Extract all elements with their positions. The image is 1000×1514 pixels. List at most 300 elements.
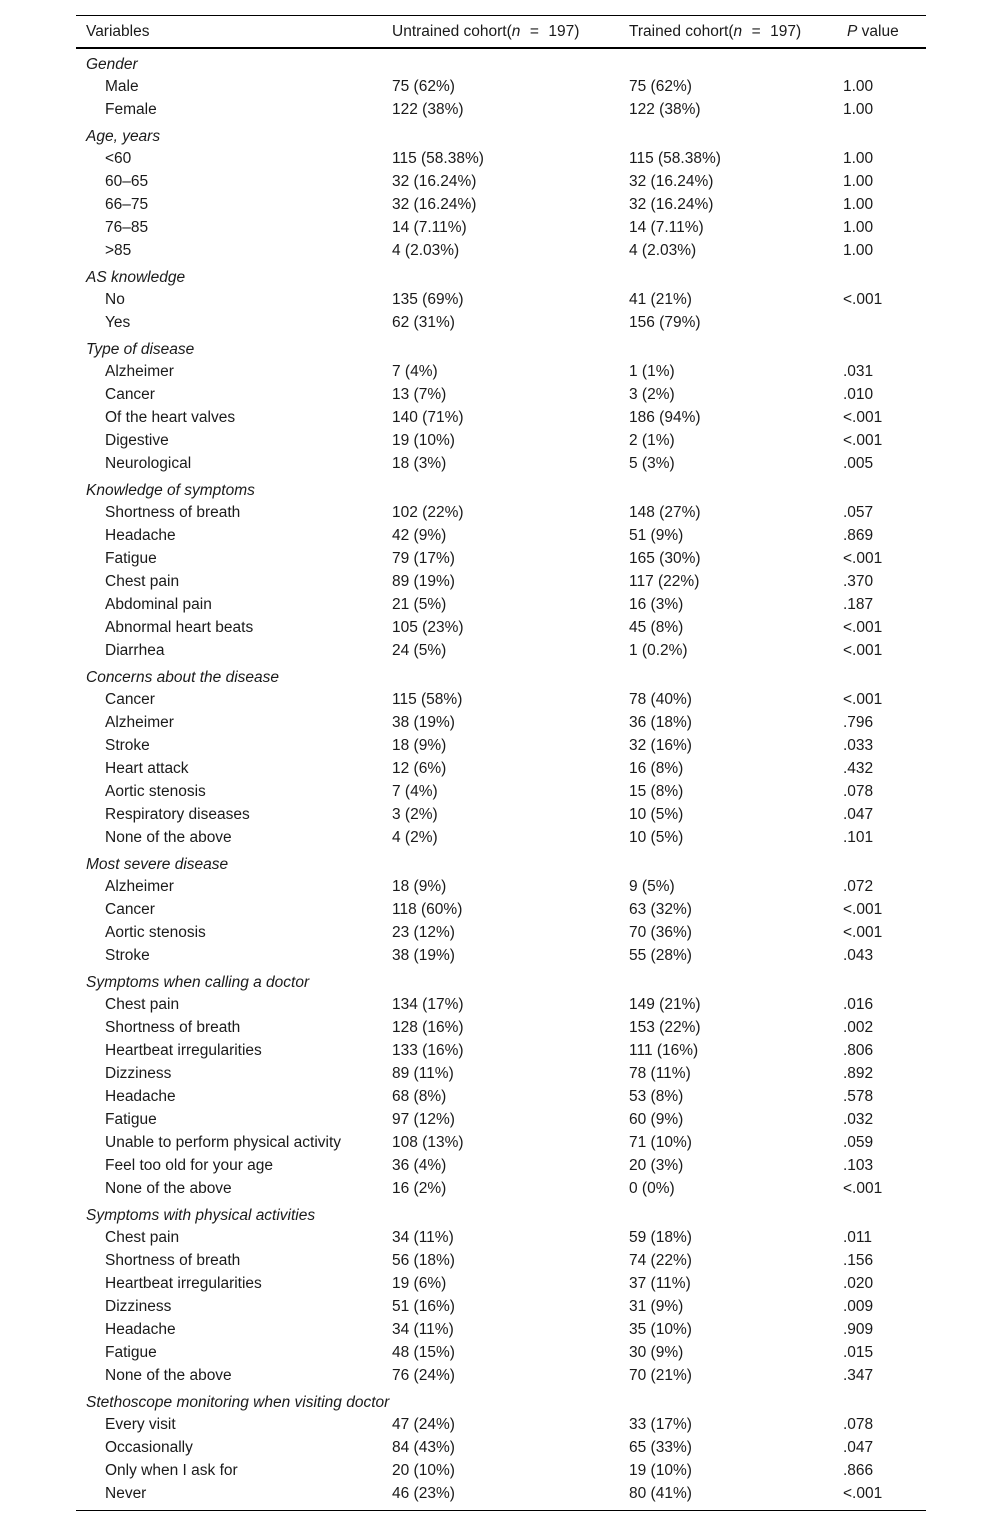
untrained-cell: 108 (13%) bbox=[392, 1133, 464, 1151]
row-label: Fatigue bbox=[105, 1343, 157, 1361]
trained-cell: 41 (21%) bbox=[629, 290, 692, 308]
row-label: Digestive bbox=[105, 431, 169, 449]
table-row bbox=[76, 570, 926, 593]
trained-cell: 65 (33%) bbox=[629, 1438, 692, 1456]
untrained-cell: 23 (12%) bbox=[392, 923, 455, 941]
p-value-cell: .047 bbox=[843, 1438, 874, 1456]
trained-cell: 45 (8%) bbox=[629, 618, 684, 636]
p-value-cell: .156 bbox=[843, 1251, 874, 1269]
row-label: Heartbeat irregularities bbox=[105, 1274, 262, 1292]
p-value-cell: <.001 bbox=[843, 290, 883, 308]
table-header bbox=[76, 16, 926, 49]
p-value-cell: .032 bbox=[843, 1110, 874, 1128]
row-label: 60–65 bbox=[105, 172, 149, 190]
header-untrained-n: n bbox=[511, 22, 521, 40]
row-label: Cancer bbox=[105, 690, 155, 708]
untrained-cell: 38 (19%) bbox=[392, 713, 455, 731]
section-title: Type of disease bbox=[86, 341, 195, 358]
untrained-cell: 24 (5%) bbox=[392, 641, 447, 659]
untrained-cell: 105 (23%) bbox=[392, 618, 464, 636]
section-header-row bbox=[76, 1387, 926, 1413]
untrained-cell: 89 (11%) bbox=[392, 1064, 454, 1082]
untrained-cell: 115 (58.38%) bbox=[392, 149, 484, 167]
row-label: Feel too old for your age bbox=[105, 1156, 274, 1174]
table-row bbox=[76, 170, 926, 193]
trained-cell: 1 (1%) bbox=[629, 362, 675, 380]
p-value-cell: .020 bbox=[843, 1274, 874, 1292]
row-label: Only when I ask for bbox=[105, 1461, 238, 1479]
section-header-row bbox=[76, 849, 926, 875]
row-label: Shortness of breath bbox=[105, 503, 241, 521]
row-label: <60 bbox=[105, 149, 132, 167]
section-title: Symptoms when calling a doctor bbox=[86, 974, 310, 991]
table-container bbox=[76, 0, 926, 1511]
table-row bbox=[76, 524, 926, 547]
trained-cell: 70 (21%) bbox=[629, 1366, 692, 1384]
untrained-cell: 135 (69%) bbox=[392, 290, 464, 308]
section-header-row bbox=[76, 662, 926, 688]
untrained-cell: 48 (15%) bbox=[392, 1343, 455, 1361]
untrained-cell: 18 (9%) bbox=[392, 736, 447, 754]
table-row bbox=[76, 429, 926, 452]
p-value-cell: .016 bbox=[843, 995, 874, 1013]
untrained-cell: 32 (16.24%) bbox=[392, 195, 477, 213]
table-row bbox=[76, 239, 926, 262]
untrained-cell: 68 (8%) bbox=[392, 1087, 447, 1105]
untrained-cell: 4 (2%) bbox=[392, 828, 438, 846]
untrained-cell: 12 (6%) bbox=[392, 759, 447, 777]
table-row bbox=[76, 1364, 926, 1387]
untrained-cell: 18 (9%) bbox=[392, 877, 447, 895]
untrained-cell: 4 (2.03%) bbox=[392, 241, 460, 259]
trained-cell: 117 (22%) bbox=[629, 572, 700, 590]
untrained-cell: 42 (9%) bbox=[392, 526, 447, 544]
untrained-cell: 140 (71%) bbox=[392, 408, 464, 426]
section-title: Gender bbox=[86, 56, 138, 73]
row-label: Abnormal heart beats bbox=[105, 618, 254, 636]
section-title: Stethoscope monitoring when visiting doctor bbox=[86, 1394, 390, 1411]
trained-cell: 80 (41%) bbox=[629, 1484, 692, 1502]
trained-cell: 59 (18%) bbox=[629, 1228, 692, 1246]
p-value-cell: .072 bbox=[843, 877, 874, 895]
table-row bbox=[76, 1016, 926, 1039]
header-p-suffix: value bbox=[857, 22, 899, 40]
p-value-cell: .059 bbox=[843, 1133, 874, 1151]
trained-cell: 35 (10%) bbox=[629, 1320, 692, 1338]
untrained-cell: 76 (24%) bbox=[392, 1366, 455, 1384]
header-untrained-prefix: Untrained cohort( bbox=[392, 22, 512, 40]
section-title: AS knowledge bbox=[86, 269, 186, 286]
p-value-cell: 1.00 bbox=[843, 149, 874, 167]
p-value-cell: .370 bbox=[843, 572, 874, 590]
untrained-cell: 34 (11%) bbox=[392, 1320, 454, 1338]
p-value-cell: .869 bbox=[843, 526, 874, 544]
section-header-row bbox=[76, 121, 926, 147]
table-row bbox=[76, 1131, 926, 1154]
table-row bbox=[76, 311, 926, 334]
trained-cell: 16 (8%) bbox=[629, 759, 684, 777]
p-value-cell: <.001 bbox=[843, 641, 883, 659]
table-row bbox=[76, 288, 926, 311]
row-label: Female bbox=[105, 100, 157, 118]
p-value-cell: <.001 bbox=[843, 408, 883, 426]
row-label: Every visit bbox=[105, 1415, 176, 1433]
section-title: Most severe disease bbox=[86, 856, 229, 873]
p-value-cell: .103 bbox=[843, 1156, 874, 1174]
untrained-cell: 47 (24%) bbox=[392, 1415, 455, 1433]
section-title: Age, years bbox=[86, 128, 161, 145]
table-row bbox=[76, 1085, 926, 1108]
section-title: Symptoms with physical activities bbox=[86, 1207, 316, 1224]
untrained-cell: 7 (4%) bbox=[392, 362, 438, 380]
trained-cell: 60 (9%) bbox=[629, 1110, 684, 1128]
table-row bbox=[76, 98, 926, 121]
table-row bbox=[76, 1341, 926, 1364]
p-value-cell: 1.00 bbox=[843, 195, 874, 213]
table-row bbox=[76, 1482, 926, 1505]
trained-cell: 32 (16.24%) bbox=[629, 172, 714, 190]
row-label: Neurological bbox=[105, 454, 192, 472]
row-label: Diarrhea bbox=[105, 641, 165, 659]
trained-cell: 9 (5%) bbox=[629, 877, 675, 895]
row-label: Fatigue bbox=[105, 549, 157, 567]
table-row bbox=[76, 1459, 926, 1482]
table-row bbox=[76, 452, 926, 475]
row-label: Fatigue bbox=[105, 1110, 157, 1128]
p-value-cell: 1.00 bbox=[843, 241, 874, 259]
p-value-cell: .057 bbox=[843, 503, 874, 521]
row-label: Of the heart valves bbox=[105, 408, 236, 426]
p-value-cell: .806 bbox=[843, 1041, 874, 1059]
row-label: Shortness of breath bbox=[105, 1251, 241, 1269]
header-untrained-equals: = bbox=[529, 22, 539, 40]
row-label: Dizziness bbox=[105, 1297, 172, 1315]
untrained-cell: 84 (43%) bbox=[392, 1438, 455, 1456]
row-label: Alzheimer bbox=[105, 877, 174, 895]
trained-cell: 75 (62%) bbox=[629, 77, 692, 95]
untrained-cell: 133 (16%) bbox=[392, 1041, 464, 1059]
trained-cell: 32 (16%) bbox=[629, 736, 692, 754]
p-value-cell: .011 bbox=[843, 1228, 873, 1246]
untrained-cell: 122 (38%) bbox=[392, 100, 464, 118]
p-value-cell: .033 bbox=[843, 736, 874, 754]
trained-cell: 14 (7.11%) bbox=[629, 218, 704, 236]
row-label: Headache bbox=[105, 1087, 176, 1105]
untrained-cell: 89 (19%) bbox=[392, 572, 455, 590]
header-trained-prefix: Trained cohort( bbox=[629, 22, 734, 40]
table-row bbox=[76, 501, 926, 524]
trained-cell: 33 (17%) bbox=[629, 1415, 692, 1433]
section-title: Knowledge of symptoms bbox=[86, 482, 255, 499]
trained-cell: 0 (0%) bbox=[629, 1179, 675, 1197]
untrained-cell: 16 (2%) bbox=[392, 1179, 447, 1197]
table-row bbox=[76, 875, 926, 898]
section-header-row bbox=[76, 967, 926, 993]
row-label: Unable to perform physical activity bbox=[105, 1133, 342, 1151]
section-header-row bbox=[76, 475, 926, 501]
row-label: Yes bbox=[105, 313, 131, 331]
row-label: Chest pain bbox=[105, 1228, 180, 1246]
table-row bbox=[76, 216, 926, 239]
row-label: None of the above bbox=[105, 1366, 232, 1384]
header-untrained-n-value: 197) bbox=[548, 22, 580, 40]
row-label: 66–75 bbox=[105, 195, 149, 213]
header-p-value bbox=[843, 16, 926, 49]
trained-cell: 31 (9%) bbox=[629, 1297, 684, 1315]
p-value-cell: .187 bbox=[843, 595, 874, 613]
untrained-cell: 20 (10%) bbox=[392, 1461, 455, 1479]
p-value-cell: .031 bbox=[843, 362, 874, 380]
table-row bbox=[76, 757, 926, 780]
row-label: Aortic stenosis bbox=[105, 782, 206, 800]
trained-cell: 148 (27%) bbox=[629, 503, 701, 521]
untrained-cell: 56 (18%) bbox=[392, 1251, 455, 1269]
p-value-cell: .002 bbox=[843, 1018, 874, 1036]
table-row bbox=[76, 193, 926, 216]
row-label: Stroke bbox=[105, 736, 150, 754]
untrained-cell: 7 (4%) bbox=[392, 782, 438, 800]
row-label: Cancer bbox=[105, 385, 155, 403]
p-value-cell: .005 bbox=[843, 454, 874, 472]
table-row bbox=[76, 1154, 926, 1177]
untrained-cell: 18 (3%) bbox=[392, 454, 447, 472]
header-variables: Variables bbox=[86, 22, 150, 40]
trained-cell: 78 (40%) bbox=[629, 690, 692, 708]
trained-cell: 111 (16%) bbox=[629, 1041, 699, 1059]
table-row bbox=[76, 711, 926, 734]
table-row bbox=[76, 1062, 926, 1085]
trained-cell: 70 (36%) bbox=[629, 923, 692, 941]
trained-cell: 115 (58.38%) bbox=[629, 149, 721, 167]
table-row bbox=[76, 1039, 926, 1062]
trained-cell: 51 (9%) bbox=[629, 526, 684, 544]
p-value-cell: .015 bbox=[843, 1343, 874, 1361]
p-value-cell: <.001 bbox=[843, 431, 883, 449]
untrained-cell: 14 (7.11%) bbox=[392, 218, 467, 236]
table-row bbox=[76, 1413, 926, 1436]
untrained-cell: 134 (17%) bbox=[392, 995, 464, 1013]
row-label: Respiratory diseases bbox=[105, 805, 250, 823]
p-value-cell: <.001 bbox=[843, 549, 883, 567]
data-table bbox=[76, 15, 926, 1505]
table-row bbox=[76, 1436, 926, 1459]
p-value-cell: <.001 bbox=[843, 900, 883, 918]
untrained-cell: 128 (16%) bbox=[392, 1018, 464, 1036]
table-body bbox=[76, 48, 926, 1505]
p-value-cell: .432 bbox=[843, 759, 874, 777]
untrained-cell: 118 (60%) bbox=[392, 900, 463, 918]
table-row bbox=[76, 593, 926, 616]
trained-cell: 10 (5%) bbox=[629, 828, 684, 846]
untrained-cell: 21 (5%) bbox=[392, 595, 447, 613]
table-row bbox=[76, 688, 926, 711]
untrained-cell: 75 (62%) bbox=[392, 77, 455, 95]
header-trained-n: n bbox=[733, 22, 743, 40]
p-value-cell: 1.00 bbox=[843, 172, 874, 190]
row-label: 76–85 bbox=[105, 218, 149, 236]
trained-cell: 2 (1%) bbox=[629, 431, 675, 449]
table-row bbox=[76, 1177, 926, 1200]
p-value-cell: .043 bbox=[843, 946, 874, 964]
p-value-cell bbox=[843, 311, 926, 334]
untrained-cell: 19 (10%) bbox=[392, 431, 455, 449]
table-row bbox=[76, 1249, 926, 1272]
table-row bbox=[76, 360, 926, 383]
row-label: Heartbeat irregularities bbox=[105, 1041, 262, 1059]
trained-cell: 20 (3%) bbox=[629, 1156, 684, 1174]
trained-cell: 15 (8%) bbox=[629, 782, 684, 800]
row-label: Stroke bbox=[105, 946, 150, 964]
row-label: Headache bbox=[105, 1320, 176, 1338]
bottom-rule bbox=[76, 1510, 926, 1511]
trained-cell: 165 (30%) bbox=[629, 549, 701, 567]
row-label: Heart attack bbox=[105, 759, 189, 777]
trained-cell: 16 (3%) bbox=[629, 595, 684, 613]
untrained-cell: 97 (12%) bbox=[392, 1110, 455, 1128]
table-row bbox=[76, 780, 926, 803]
row-label: None of the above bbox=[105, 1179, 232, 1197]
table-row bbox=[76, 803, 926, 826]
table-row bbox=[76, 147, 926, 170]
p-value-cell: <.001 bbox=[843, 1179, 883, 1197]
trained-cell: 32 (16.24%) bbox=[629, 195, 714, 213]
untrained-cell: 115 (58%) bbox=[392, 690, 463, 708]
trained-cell: 186 (94%) bbox=[629, 408, 701, 426]
p-value-cell: 1.00 bbox=[843, 218, 874, 236]
untrained-cell: 62 (31%) bbox=[392, 313, 455, 331]
p-value-cell: .010 bbox=[843, 385, 874, 403]
table-row bbox=[76, 993, 926, 1016]
trained-cell: 156 (79%) bbox=[629, 313, 701, 331]
table-row bbox=[76, 898, 926, 921]
trained-cell: 78 (11%) bbox=[629, 1064, 691, 1082]
untrained-cell: 19 (6%) bbox=[392, 1274, 447, 1292]
header-trained-equals: = bbox=[751, 22, 761, 40]
p-value-cell: 1.00 bbox=[843, 100, 874, 118]
trained-cell: 36 (18%) bbox=[629, 713, 692, 731]
trained-cell: 53 (8%) bbox=[629, 1087, 684, 1105]
p-value-cell: .101 bbox=[843, 828, 874, 846]
untrained-cell: 13 (7%) bbox=[392, 385, 447, 403]
row-label: Aortic stenosis bbox=[105, 923, 206, 941]
row-label: Shortness of breath bbox=[105, 1018, 241, 1036]
row-label: Occasionally bbox=[105, 1438, 193, 1456]
p-value-cell: .578 bbox=[843, 1087, 874, 1105]
untrained-cell: 32 (16.24%) bbox=[392, 172, 477, 190]
row-label: Chest pain bbox=[105, 572, 180, 590]
table-row bbox=[76, 1272, 926, 1295]
table-row bbox=[76, 639, 926, 662]
p-value-cell: .866 bbox=[843, 1461, 874, 1479]
row-label: Headache bbox=[105, 526, 176, 544]
trained-cell: 71 (10%) bbox=[629, 1133, 692, 1151]
p-value-cell: .796 bbox=[843, 713, 874, 731]
table-row bbox=[76, 1108, 926, 1131]
header-trained-cohort bbox=[619, 16, 843, 49]
table-row bbox=[76, 616, 926, 639]
untrained-cell: 51 (16%) bbox=[392, 1297, 455, 1315]
untrained-cell: 38 (19%) bbox=[392, 946, 455, 964]
trained-cell: 74 (22%) bbox=[629, 1251, 692, 1269]
header-untrained-cohort bbox=[382, 16, 619, 49]
untrained-cell: 102 (22%) bbox=[392, 503, 464, 521]
table-row bbox=[76, 406, 926, 429]
p-value-cell: <.001 bbox=[843, 690, 883, 708]
p-value-cell: <.001 bbox=[843, 618, 883, 636]
table-row bbox=[76, 547, 926, 570]
trained-cell: 149 (21%) bbox=[629, 995, 701, 1013]
row-label: Alzheimer bbox=[105, 362, 174, 380]
table-row bbox=[76, 75, 926, 98]
p-value-cell: .078 bbox=[843, 1415, 874, 1433]
trained-cell: 5 (3%) bbox=[629, 454, 675, 472]
trained-cell: 55 (28%) bbox=[629, 946, 692, 964]
trained-cell: 122 (38%) bbox=[629, 100, 701, 118]
row-label: >85 bbox=[105, 241, 132, 259]
trained-cell: 30 (9%) bbox=[629, 1343, 684, 1361]
untrained-cell: 36 (4%) bbox=[392, 1156, 447, 1174]
p-value-cell: <.001 bbox=[843, 923, 883, 941]
trained-cell: 3 (2%) bbox=[629, 385, 675, 403]
row-label: Never bbox=[105, 1484, 147, 1502]
row-label: No bbox=[105, 290, 125, 308]
table-row bbox=[76, 1318, 926, 1341]
section-header-row bbox=[76, 1200, 926, 1226]
header-row bbox=[76, 16, 926, 49]
trained-cell: 37 (11%) bbox=[629, 1274, 691, 1292]
section-header-row bbox=[76, 48, 926, 75]
untrained-cell: 3 (2%) bbox=[392, 805, 438, 823]
p-value-cell: .009 bbox=[843, 1297, 874, 1315]
untrained-cell: 79 (17%) bbox=[392, 549, 455, 567]
section-header-row bbox=[76, 334, 926, 360]
trained-cell: 63 (32%) bbox=[629, 900, 692, 918]
table-row bbox=[76, 944, 926, 967]
p-value-cell: .347 bbox=[843, 1366, 874, 1384]
p-value-cell: <.001 bbox=[843, 1484, 883, 1502]
trained-cell: 19 (10%) bbox=[629, 1461, 692, 1479]
p-value-cell: .909 bbox=[843, 1320, 874, 1338]
trained-cell: 4 (2.03%) bbox=[629, 241, 697, 259]
row-label: Alzheimer bbox=[105, 713, 174, 731]
section-title: Concerns about the disease bbox=[86, 669, 280, 686]
header-trained-n-value: 197) bbox=[770, 22, 802, 40]
trained-cell: 10 (5%) bbox=[629, 805, 684, 823]
table-row bbox=[76, 1226, 926, 1249]
row-label: Abdominal pain bbox=[105, 595, 212, 613]
p-value-cell: .892 bbox=[843, 1064, 874, 1082]
untrained-cell: 34 (11%) bbox=[392, 1228, 454, 1246]
p-value-cell: .078 bbox=[843, 782, 874, 800]
trained-cell: 153 (22%) bbox=[629, 1018, 701, 1036]
row-label: None of the above bbox=[105, 828, 232, 846]
p-value-cell: 1.00 bbox=[843, 77, 874, 95]
table-row bbox=[76, 826, 926, 849]
row-label: Male bbox=[105, 77, 139, 95]
trained-cell: 1 (0.2%) bbox=[629, 641, 688, 659]
row-label: Chest pain bbox=[105, 995, 180, 1013]
p-value-cell: .047 bbox=[843, 805, 874, 823]
header-p-symbol: P bbox=[847, 22, 858, 40]
table-row bbox=[76, 1295, 926, 1318]
untrained-cell: 46 (23%) bbox=[392, 1484, 455, 1502]
section-header-row bbox=[76, 262, 926, 288]
row-label: Dizziness bbox=[105, 1064, 172, 1082]
table-row bbox=[76, 734, 926, 757]
table-row bbox=[76, 921, 926, 944]
row-label: Cancer bbox=[105, 900, 155, 918]
table-row bbox=[76, 383, 926, 406]
